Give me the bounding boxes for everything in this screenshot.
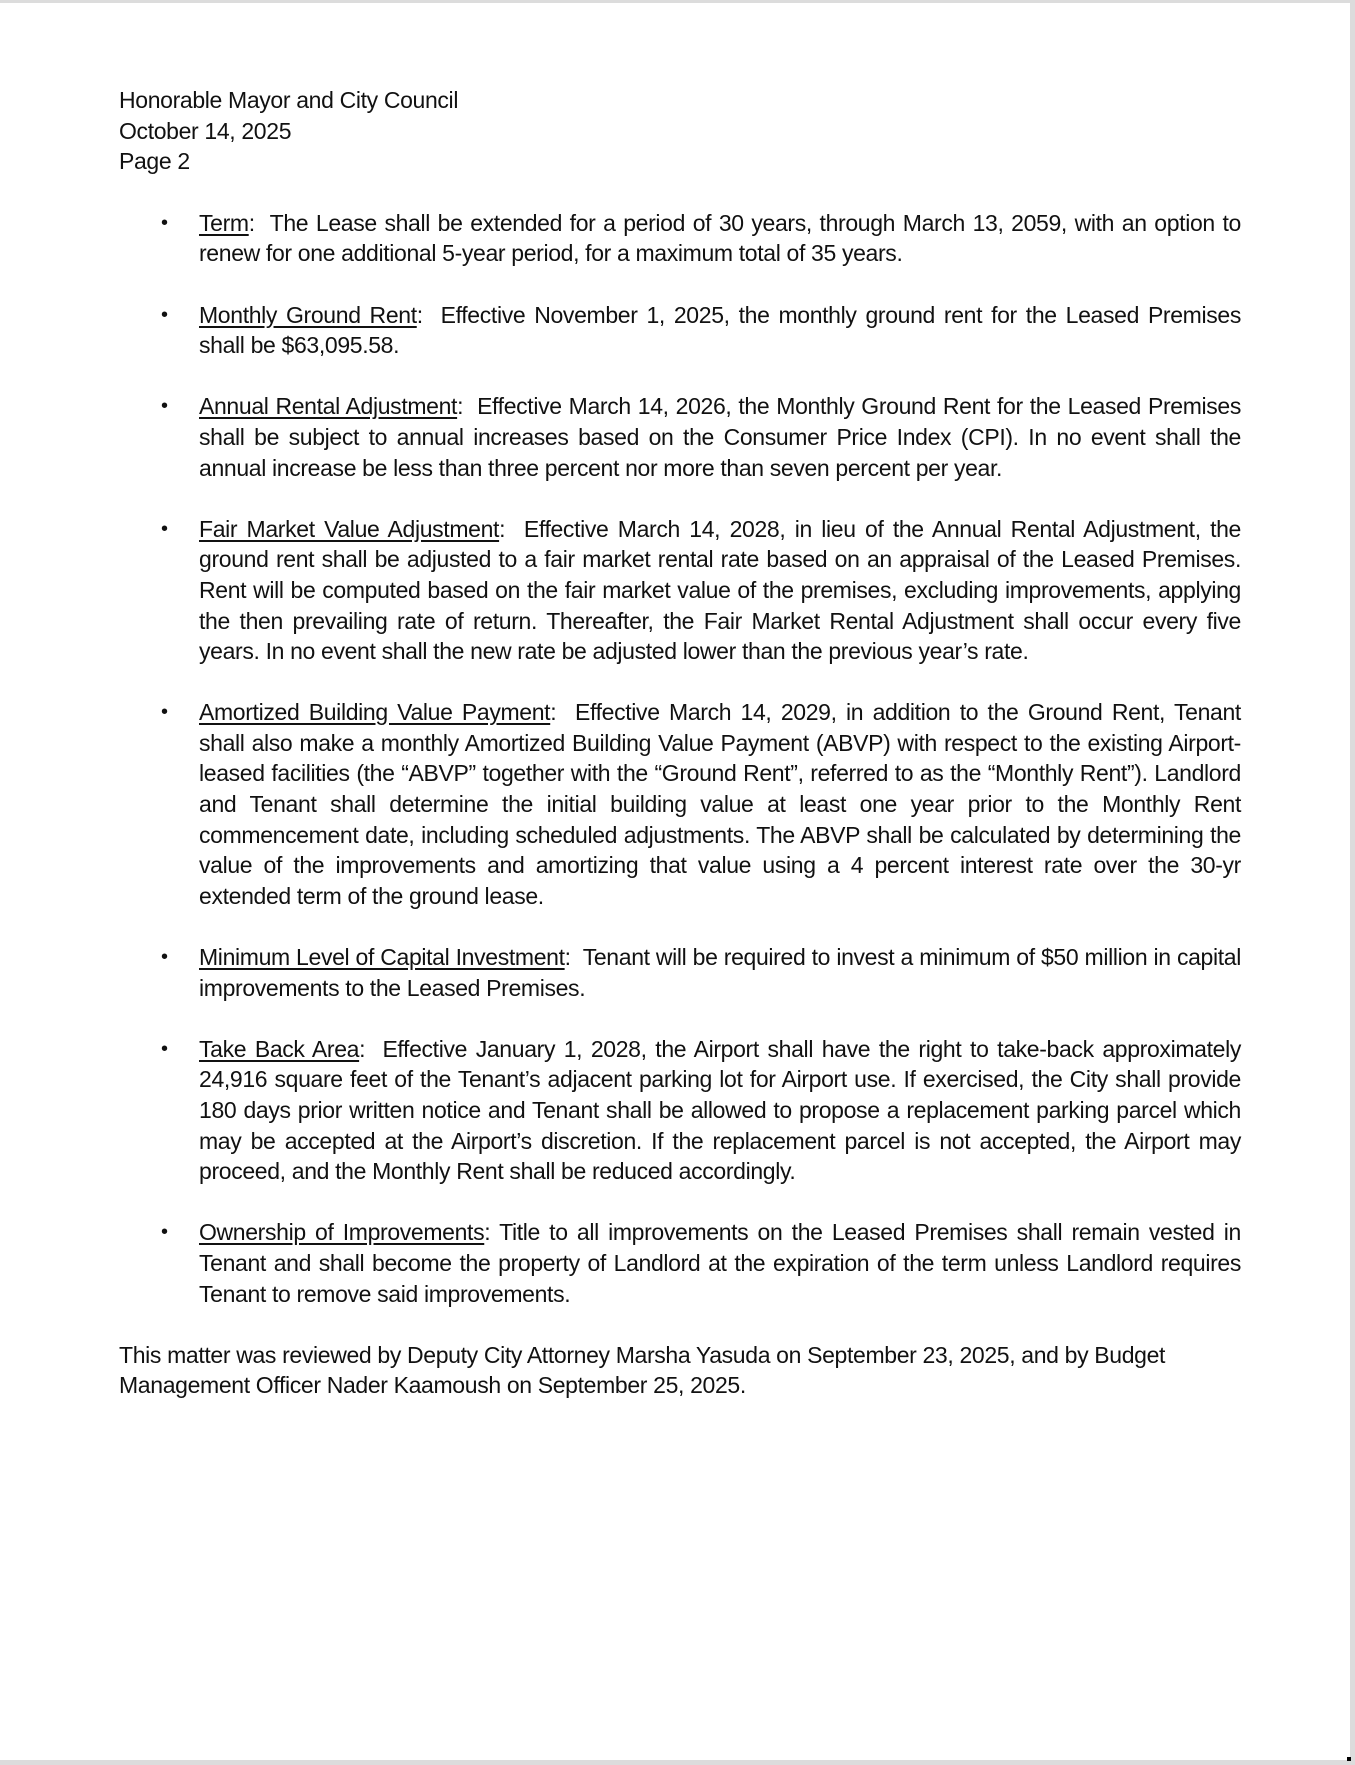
bullet-icon: • <box>161 395 168 418</box>
review-statement: This matter was reviewed by Deputy City Attorney Marsha Yasuda on September 23, 2025, and by Budget Management Officer Nader Kaamoush on September 25, 2025. <box>119 1341 1166 1399</box>
term-label: Minimum Level of Capital Investment <box>199 944 565 971</box>
term-text: Effective November 1, 2025, the monthly ground rent for the Leased Premises shall be $63,095.58. <box>199 301 1241 359</box>
term-label: Amortized Building Value Payment <box>199 699 551 726</box>
bullet-icon: • <box>161 211 168 234</box>
term-text: Effective March 14, 2026, the Monthly Ground Rent for the Leased Premises shall be subject to annual increases based on the Consumer Price Index (CPI). In no event shall the annual increase be less than three percent nor more than seven percent per year. <box>199 393 1242 481</box>
bullet-icon: • <box>161 1221 168 1244</box>
term-item-annual-rental-adjustment <box>119 391 1241 483</box>
term-item-amortized-building-value-payment <box>119 697 1241 911</box>
term-item-monthly-ground-rent <box>119 300 1241 361</box>
term-separator: : <box>457 393 478 420</box>
term-text: The Lease shall be extended for a period of 30 years, through March 13, 2059, with an option to renew for one additional 5-year period, for a maximum total of 35 years. <box>199 209 1241 267</box>
term-separator: : <box>550 699 575 726</box>
term-item-fair-market-value-adjustment <box>119 514 1241 667</box>
term-separator: : <box>416 301 441 328</box>
term-separator: : <box>359 1035 383 1062</box>
bullet-icon: • <box>161 1037 168 1060</box>
bullet-icon: • <box>161 517 168 540</box>
term-label: Take Back Area <box>199 1035 360 1062</box>
term-label: Fair Market Value Adjustment <box>199 515 500 542</box>
document-page <box>0 3 1350 1760</box>
term-label: Ownership of Improvements <box>199 1219 485 1246</box>
term-label: Annual Rental Adjustment <box>199 393 458 420</box>
term-separator: : <box>248 209 270 236</box>
term-text: Effective March 14, 2028, in lieu of the Annual Rental Adjustment, the ground rent shall be adjusted to a fair market rental rate based on an appraisal of the Leased Premises. Rent will be computed based on the fair market value of the premises, excluding improvements, applying the then prevailing rate of return. Thereafter, the Fair Market Rental Adjustment shall occur every five years. In no event shall the new rate be adjusted lower than the previous year’s rate. <box>199 515 1242 665</box>
date-line: October 14, 2025 <box>119 117 292 144</box>
term-text: Title to all improvements on the Leased Premises shall remain vested in Tenant and shall become the property of Landlord at the expiration of the term unless Landlord requires Tenant to remove said improvements. <box>199 1219 1241 1307</box>
term-item-take-back-area <box>119 1034 1241 1187</box>
recipient-line: Honorable Mayor and City Council <box>119 87 459 113</box>
bullet-icon: • <box>161 303 168 326</box>
term-item-ownership-of-improvements <box>119 1217 1241 1309</box>
lease-terms-list <box>119 208 1241 1309</box>
page-number: Page 2 <box>119 148 190 175</box>
letter-header <box>119 85 1241 177</box>
term-label: Term <box>199 209 249 236</box>
term-separator: : <box>484 1219 500 1246</box>
term-text: Tenant will be required to invest a minimum of $50 million in capital improvements to the Leased Premises. <box>199 944 1241 1001</box>
term-item-minimum-capital-investment <box>119 942 1241 1003</box>
bullet-icon: • <box>161 946 168 969</box>
term-separator: : <box>499 515 524 542</box>
term-text: Effective March 14, 2029, in addition to the Ground Rent, Tenant shall also make a monthly Amortized Building Value Payment (ABVP) with respect to the existing Airport-leased facilities (the “ABVP” together with the “Ground Rent”, referred to as the “Monthly Rent”). Landlord and Tenant shall determine the initial building value at least one year prior to the Monthly Rent commencement date, including scheduled adjustments. The ABVP shall be calculated by determining the value of the improvements and amortizing that value using a 4 percent interest rate over the 30-yr extended term of the ground lease. <box>199 699 1241 909</box>
term-separator: : <box>564 944 583 971</box>
page-corner-mark <box>1347 1757 1351 1761</box>
term-label: Monthly Ground Rent <box>199 301 417 328</box>
term-item-term <box>119 208 1241 269</box>
bullet-icon: • <box>161 701 168 724</box>
term-text: Effective January 1, 2028, the Airport shall have the right to take-back approximately 24,916 square feet of the Tenant’s adjacent parking lot for Airport use. If exercised, the City shall provide 180 days prior written notice and Tenant shall be allowed to propose a replacement parking parcel which may be accepted at the Airport’s discretion. If the replacement parcel is not accepted, the Airport may proceed, and the Monthly Rent shall be reduced accordingly. <box>199 1035 1241 1185</box>
page-content <box>119 85 1241 1401</box>
